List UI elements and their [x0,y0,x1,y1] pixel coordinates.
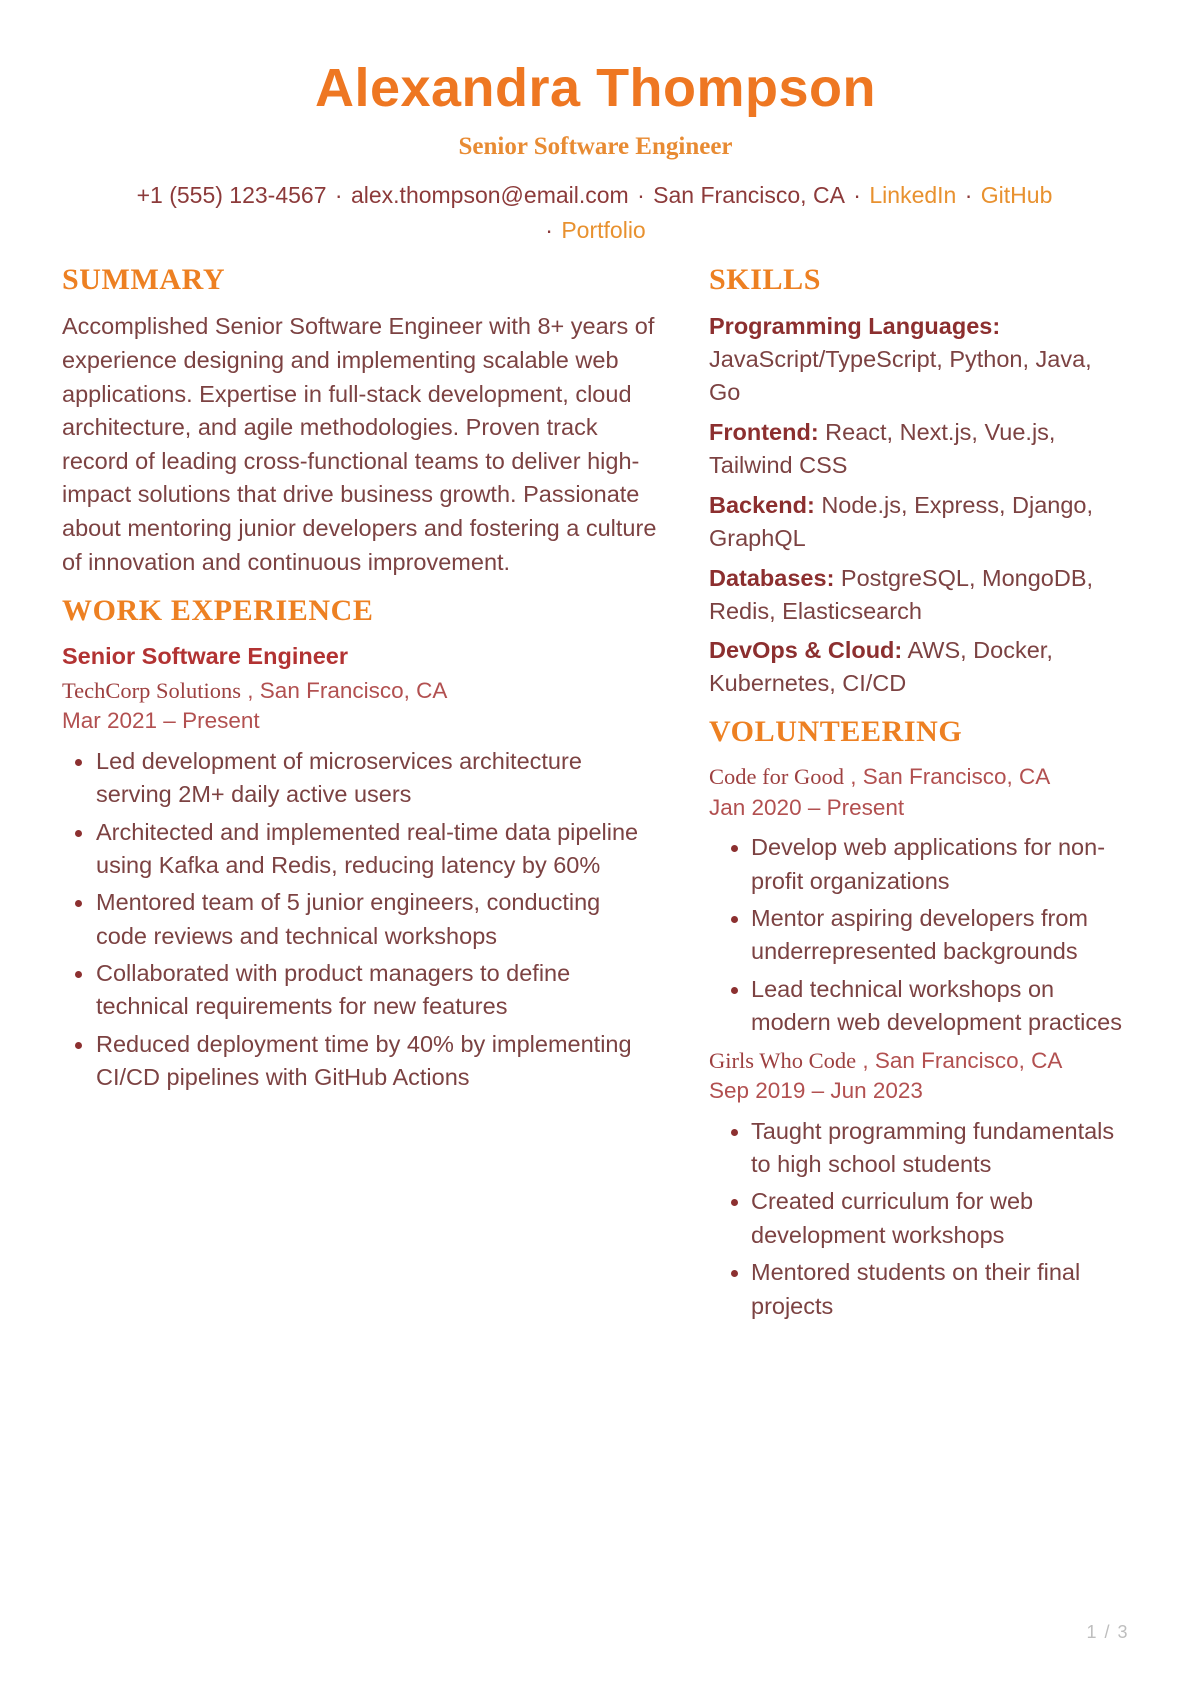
section-work-experience [62,593,657,1094]
bullet-item: Reduced deployment time by 40% by implementing CI/CD pipelines with GitHub Actions [62,1028,657,1095]
contact-separator: · [846,182,868,209]
work-experience-entries [62,641,657,1094]
section-title-skills: SKILLS [709,263,821,297]
contact-separator: · [328,182,349,209]
entry-organization: TechCorp Solutions [62,677,242,703]
bullet-item: Collaborated with product managers to define technical requirements for new features [62,957,657,1024]
bullet-item: Architected and implemented real-time data pipeline using Kafka and Redis, reducing latency by 60% [62,816,657,883]
contact-separator: · [958,182,979,209]
contact-separator: · [545,217,560,244]
entry-location: , San Francisco, CA [843,764,1051,790]
section-summary [62,262,657,579]
skills-list [709,310,1124,700]
entry-location: , San Francisco, CA [856,1047,1063,1073]
entry-dates: Mar 2021 – Present [62,708,260,734]
bullet-item: Mentored team of 5 junior engineers, conducting code reviews and technical workshops [62,886,657,953]
entry-job-title: Senior Software Engineer [62,643,348,670]
candidate-name: Alexandra Thompson [314,58,877,118]
contact-item: +1 (555) 123-4567 [136,182,327,209]
resume-header [62,58,1129,248]
skill-row [709,310,1124,409]
experience-entry [62,641,657,1094]
bullet-item: Led development of microservices architecture serving 2M+ daily active users [62,745,657,812]
skill-values: PostgreSQL, MongoDB, Redis, Elasticsearch [709,564,1094,624]
volunteering-entries [709,762,1124,1323]
contact-link[interactable]: GitHub [980,182,1053,209]
bullet-item: Created curriculum for web development workshops [709,1185,1124,1252]
section-skills [709,262,1124,700]
contact-separator: · [630,182,652,209]
bullet-item: Develop web applications for non-profit organizations [709,831,1124,898]
entry-dates: Sep 2019 – Jun 2023 [709,1078,923,1104]
entry-dates: Jan 2020 – Present [709,794,905,820]
entry-bullet-list [709,831,1124,1039]
skill-row [709,416,1124,482]
resume-body [62,262,1129,1336]
skill-category-label: Backend: [709,491,815,518]
entry-organization-line [709,762,1124,793]
skill-category-label: DevOps & Cloud: [709,637,903,664]
left-column [62,262,657,1108]
page-number: 1 / 3 [1086,1622,1129,1642]
skill-category-label: Programming Languages: [709,313,1001,340]
contact-link[interactable]: LinkedIn [869,182,957,209]
experience-entry [709,762,1124,1039]
skill-category-label: Frontend: [709,419,819,446]
entry-organization: Code for Good [709,764,844,790]
entry-bullet-list [62,745,657,1095]
section-volunteering [709,714,1124,1323]
section-title-volunteering: VOLUNTEERING [709,715,963,749]
skill-values: React, Next.js, Vue.js, Tailwind CSS [709,419,1056,478]
contact-item: alex.thompson@email.com [350,182,629,209]
skill-values: AWS, Docker, Kubernetes, CI/CD [709,637,1053,697]
contact-item: San Francisco, CA [653,182,845,209]
entry-bullet-list [709,1115,1124,1323]
skill-category-label: Databases: [709,564,835,591]
contact-link[interactable]: Portfolio [561,217,646,244]
skill-row [709,489,1124,555]
skill-row [709,562,1124,628]
summary-paragraph: Accomplished Senior Software Engineer with 8+ years of experience designing and implementing scalable web applications. Expertise in full-stack development, cloud architecture, and agile methodologies. Proven track record of leading cross-functional teams to deliver high-impact solutions that drive business growth. Passionate about mentoring junior developers and fostering a culture of innovation and continuous improvement. [62,313,657,575]
candidate-job-title: Senior Software Engineer [458,133,733,161]
section-title-work-experience: WORK EXPERIENCE [62,594,374,628]
bullet-item: Lead technical workshops on modern web development practices [709,973,1124,1040]
bullet-item: Mentored students on their final projects [709,1256,1124,1323]
entry-organization-line [709,1046,1124,1077]
contact-line [131,178,1061,248]
experience-entry [709,1046,1124,1323]
skill-values: Node.js, Express, Django, GraphQL [709,491,1094,551]
right-column [709,262,1124,1336]
entry-organization-line [62,676,657,707]
skill-values: JavaScript/TypeScript, Python, Java, Go [709,346,1092,406]
entry-organization: Girls Who Code [709,1047,857,1073]
section-title-summary: SUMMARY [62,263,226,297]
entry-location: , San Francisco, CA [241,677,448,703]
bullet-item: Taught programming fundamentals to high school students [709,1115,1124,1182]
skill-row [709,634,1124,700]
bullet-item: Mentor aspiring developers from underrepresented backgrounds [709,902,1124,969]
